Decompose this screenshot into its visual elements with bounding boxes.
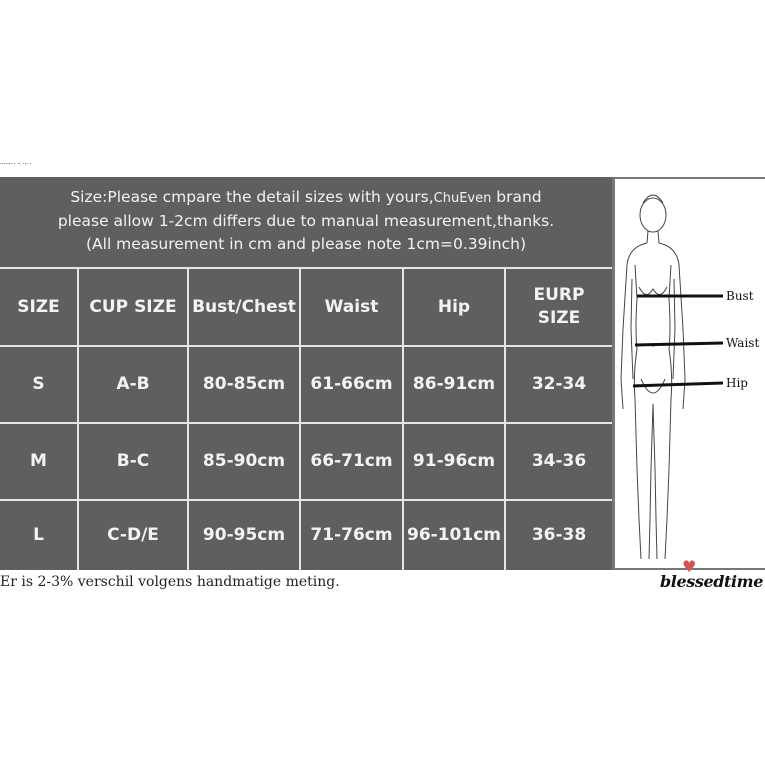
col-header-waist: Waist xyxy=(324,296,379,317)
table-cell: 61-66cm xyxy=(310,374,393,394)
body-measurement-figure xyxy=(612,177,765,570)
col-header-cup-size: CUP SIZE xyxy=(89,296,177,317)
hip-label: Hip xyxy=(726,376,748,390)
waist-label: Waist xyxy=(726,336,760,350)
table-cell: 71-76cm xyxy=(310,525,393,545)
header-line-1-suffix: brand xyxy=(491,188,542,206)
col-header-eurp-size: EURP SIZE xyxy=(533,285,585,328)
table-cell: A-B xyxy=(116,374,150,394)
table-cell: M xyxy=(30,451,47,471)
col-header-bust: Bust/Chest xyxy=(192,296,296,317)
table-cell: 91-96cm xyxy=(412,451,496,471)
table-cell: L xyxy=(33,525,44,545)
waist-line xyxy=(635,343,723,345)
col-header-hip: Hip xyxy=(437,296,471,317)
table-cell: B-C xyxy=(116,451,150,471)
faint-top-mark: ······· · ·· ··· · xyxy=(0,160,32,168)
table-cell: 96-101cm xyxy=(407,525,501,545)
table-cell: 85-90cm xyxy=(202,451,286,471)
table-cell: 32-34 xyxy=(531,374,587,394)
table-cell: C-D/E xyxy=(107,525,159,545)
table-cell: 86-91cm xyxy=(412,374,496,394)
body-outline-illustration xyxy=(615,179,765,568)
header-line-1-text: Size:Please cmpare the detail sizes with yours, xyxy=(70,188,434,206)
table-cell: 80-85cm xyxy=(202,374,286,394)
measurement-note: Er is 2-3% verschil volgens handmatige meting. xyxy=(0,574,340,590)
table-cell: 34-36 xyxy=(531,451,587,471)
header-line-1 xyxy=(0,186,612,210)
table-cell: 36-38 xyxy=(531,525,587,545)
size-chart-panel xyxy=(0,177,612,570)
header-line-2: please allow 1-2cm differs due to manual measurement,thanks. xyxy=(57,212,555,230)
col-header-size: SIZE xyxy=(17,296,60,317)
table-cell: 90-95cm xyxy=(202,525,286,545)
hip-line xyxy=(633,383,723,386)
size-chart-header xyxy=(0,177,612,267)
body-outline xyxy=(621,195,685,559)
bust-label: Bust xyxy=(726,289,754,303)
brand-logo xyxy=(659,557,765,597)
table-cell: S xyxy=(32,374,45,394)
table-cell: 66-71cm xyxy=(310,451,393,471)
header-line-3: (All measurement in cm and please note 1cm=0.39inch) xyxy=(85,235,527,253)
brand-logo-text: blessedtime xyxy=(659,572,763,591)
heart-icon: ♥ xyxy=(682,557,697,576)
brand-name: ChuEven xyxy=(433,191,492,206)
